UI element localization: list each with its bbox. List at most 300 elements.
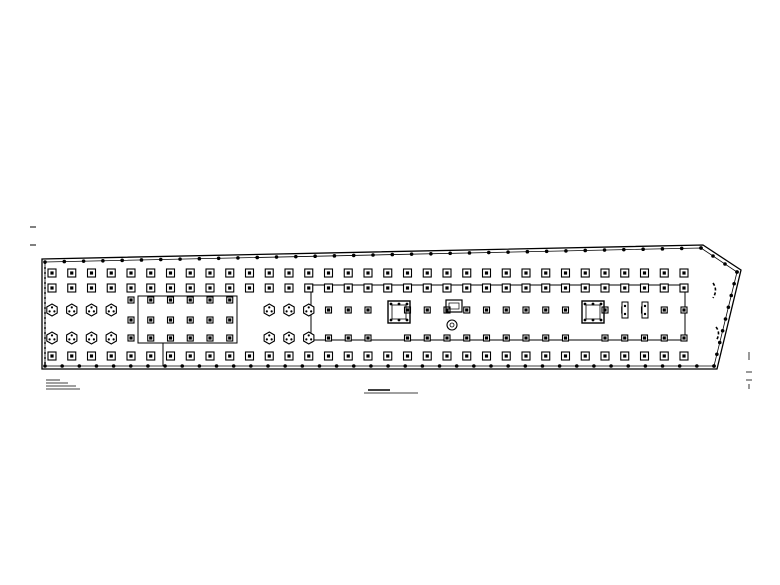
cap-pile	[208, 318, 211, 321]
cap-pile	[149, 318, 152, 321]
cap-pile	[169, 298, 172, 301]
cap-pile	[366, 286, 369, 289]
cap-pile	[544, 354, 547, 357]
perimeter-dot	[727, 305, 731, 309]
cap-pile	[110, 286, 113, 289]
perimeter-dot	[60, 364, 64, 368]
perimeter-dot	[371, 253, 375, 257]
cap-pile	[169, 336, 172, 339]
core-pile	[600, 319, 603, 322]
core-pile	[406, 303, 409, 306]
pile-cap-square-icon	[326, 307, 332, 313]
hex-pile	[90, 334, 92, 336]
cap-pile	[426, 286, 429, 289]
perimeter-dot	[545, 249, 549, 253]
pile-cap-square-icon	[444, 335, 450, 341]
perimeter-dot	[180, 364, 184, 368]
pile-cap-square-icon	[483, 269, 491, 277]
hex-outline	[304, 332, 314, 344]
perimeter-dot	[232, 364, 236, 368]
hex-pile	[268, 306, 270, 308]
pile-cap-square-icon	[187, 317, 193, 323]
pile-cap-square-icon	[543, 335, 549, 341]
cap-pile	[287, 354, 290, 357]
core-pile	[406, 319, 409, 322]
cap-pile	[564, 354, 567, 357]
cap-pile	[189, 318, 192, 321]
pile-cap-square-icon	[68, 352, 76, 360]
pile-cap-square-icon	[207, 297, 213, 303]
perimeter-dot	[301, 364, 305, 368]
pile-cap-square-icon	[128, 297, 134, 303]
cap-pile	[663, 286, 666, 289]
cap-pile	[347, 286, 350, 289]
hex-pile	[305, 310, 307, 312]
pile-cap-square-icon	[661, 335, 667, 341]
pile-cap-square-icon	[681, 307, 687, 313]
pile-cap-square-icon	[326, 335, 332, 341]
pile-cap-square-icon	[88, 352, 96, 360]
cap-pile	[129, 286, 132, 289]
cap-pile	[445, 286, 448, 289]
pile-cap-square-icon	[502, 284, 510, 292]
pile-cap-square-icon	[305, 352, 313, 360]
cap-pile	[327, 308, 330, 311]
hex-pile	[290, 338, 292, 340]
cap-pile	[149, 271, 152, 274]
pile-cap-square-icon	[168, 297, 174, 303]
cap-pile	[445, 271, 448, 274]
cap-pile	[327, 286, 330, 289]
hex-pile	[53, 338, 55, 340]
pile-cap-hexagon-icon	[86, 304, 96, 316]
hex-outline	[264, 304, 274, 316]
cap-pile	[228, 336, 231, 339]
cap-pile	[327, 336, 330, 339]
cap-pile	[544, 336, 547, 339]
hex-outline	[67, 304, 77, 316]
pile-cap-square-icon	[522, 352, 530, 360]
cap-pile	[682, 271, 685, 274]
pile-cap-hexagon-icon	[284, 332, 294, 344]
cap-pile	[90, 286, 93, 289]
hex-outline	[67, 332, 77, 344]
pile-cap-square-icon	[186, 284, 194, 292]
hex-pile	[73, 310, 75, 312]
hex-pile	[113, 338, 115, 340]
pile-cap-square-icon	[602, 335, 608, 341]
pile-cap-square-icon	[563, 335, 569, 341]
cap-pile	[50, 354, 53, 357]
cap-pile	[505, 354, 508, 357]
perimeter-dot	[506, 250, 510, 254]
twin-outline	[622, 302, 628, 318]
pile-cap-square-icon	[384, 269, 392, 277]
cap-pile	[603, 271, 606, 274]
cap-pile	[465, 286, 468, 289]
perimeter-dot	[283, 364, 287, 368]
outline-outer	[42, 245, 741, 369]
cap-pile	[149, 336, 152, 339]
pile-cap-square-icon	[107, 269, 115, 277]
pile-cap-square-icon	[602, 307, 608, 313]
hex-pile	[71, 306, 73, 308]
pile-cap-hexagon-icon	[47, 332, 57, 344]
hex-outline	[106, 304, 116, 316]
cap-pile	[505, 271, 508, 274]
cap-pile	[110, 354, 113, 357]
cap-pile	[347, 336, 350, 339]
pile-cap-hexagon-icon	[86, 332, 96, 344]
pile-cap-square-icon	[384, 352, 392, 360]
perimeter-dot	[695, 364, 699, 368]
perimeter-dot	[487, 251, 491, 255]
pile-cap-square-icon	[305, 284, 313, 292]
pile-cap-hexagon-icon	[106, 332, 116, 344]
cap-pile	[208, 286, 211, 289]
pile-cap-square-icon	[443, 284, 451, 292]
pile-cap-square-icon	[484, 335, 490, 341]
cap-pile	[406, 336, 409, 339]
outline-inner	[45, 248, 737, 366]
hex-outline	[86, 304, 96, 316]
core-inner	[586, 305, 600, 319]
perimeter-dot	[506, 364, 510, 368]
perimeter-dot	[524, 364, 528, 368]
pile-cap-square-icon	[68, 269, 76, 277]
hex-pile	[73, 338, 75, 340]
pile-cap-square-icon	[463, 284, 471, 292]
perimeter-dot	[112, 364, 116, 368]
core-pile	[398, 303, 401, 306]
pile-cap-square-icon	[345, 335, 351, 341]
pile-cap-square-icon	[483, 284, 491, 292]
pile-cap-square-icon	[621, 352, 629, 360]
ramp-arc	[713, 283, 716, 298]
hex-pile	[288, 306, 290, 308]
cap-pile	[347, 271, 350, 274]
pile-cap-square-icon	[562, 269, 570, 277]
pile-cap-square-icon	[424, 307, 430, 313]
perimeter-dot	[641, 247, 645, 251]
pile-cap-square-icon	[680, 284, 688, 292]
pile-cap-square-icon	[581, 269, 589, 277]
pile-cap-square-icon	[168, 335, 174, 341]
pile-cap-square-icon	[148, 317, 154, 323]
hex-pile	[93, 338, 95, 340]
pile-cap-square-icon	[186, 352, 194, 360]
cap-pile	[189, 271, 192, 274]
pile-cap-square-icon	[344, 284, 352, 292]
cap-pile	[248, 271, 251, 274]
cap-pile	[426, 336, 429, 339]
hex-pile	[288, 334, 290, 336]
pile-cap-square-icon	[622, 335, 628, 341]
perimeter-dot	[249, 364, 253, 368]
perimeter-dot	[352, 364, 356, 368]
perimeter-dot	[198, 364, 202, 368]
perimeter-dot	[526, 250, 530, 254]
perimeter-dot	[729, 294, 733, 298]
hex-outline	[284, 332, 294, 344]
cap-pile	[110, 271, 113, 274]
perimeter-dot	[352, 254, 356, 258]
cap-pile	[524, 354, 527, 357]
pile-cap-square-icon	[48, 284, 56, 292]
pile-cap-square-icon	[680, 352, 688, 360]
pile-cap-square-icon	[227, 317, 233, 323]
perimeter-dot	[215, 364, 219, 368]
cap-pile	[426, 354, 429, 357]
cap-pile	[169, 271, 172, 274]
perimeter-dot	[140, 258, 144, 262]
pile-cap-square-icon	[581, 352, 589, 360]
pile-cap-square-icon	[226, 352, 234, 360]
pile-cap-square-icon	[128, 335, 134, 341]
cap-pile	[465, 336, 468, 339]
cap-pile	[505, 286, 508, 289]
pile-cap-square-icon	[660, 284, 668, 292]
cap-pile	[643, 336, 646, 339]
cap-pile	[524, 286, 527, 289]
pile-cap-square-icon	[423, 284, 431, 292]
cap-pile	[623, 354, 626, 357]
cap-pile	[129, 298, 132, 301]
building-outline	[42, 245, 741, 369]
perimeter-dot	[198, 257, 202, 261]
perimeter-dot	[678, 364, 682, 368]
perimeter-dot	[129, 364, 133, 368]
core-pile	[600, 303, 603, 306]
hex-outline	[264, 332, 274, 344]
cap-pile	[584, 286, 587, 289]
perimeter-dot	[735, 270, 739, 274]
hex-pile	[68, 338, 70, 340]
perimeter-dot	[438, 364, 442, 368]
hex-pile	[308, 306, 310, 308]
hex-pile	[286, 310, 288, 312]
pile-cap-square-icon	[226, 269, 234, 277]
cap-pile	[90, 354, 93, 357]
pile-cap-square-icon	[246, 284, 254, 292]
cap-pile	[307, 354, 310, 357]
pile-cap-hexagon-icon	[284, 304, 294, 316]
cap-pile	[485, 308, 488, 311]
core-pile	[584, 303, 587, 306]
cap-pile	[70, 286, 73, 289]
cap-pile	[189, 354, 192, 357]
perimeter-dot	[313, 254, 317, 258]
pile-cap-square-icon	[423, 352, 431, 360]
core-inner	[392, 305, 406, 319]
cap-pile	[505, 308, 508, 311]
pile-cap-square-icon	[48, 269, 56, 277]
pile-cap-square-icon	[344, 352, 352, 360]
hex-pile	[68, 310, 70, 312]
perimeter-dot	[294, 255, 298, 259]
pile-cap-square-icon	[246, 352, 254, 360]
cap-pile	[149, 354, 152, 357]
pile-cap-square-icon	[207, 335, 213, 341]
pile-cap-square-icon	[167, 352, 175, 360]
pile-cap-square-icon	[325, 284, 333, 292]
hex-pile	[53, 310, 55, 312]
cap-pile	[50, 271, 53, 274]
hex-pile	[88, 338, 90, 340]
cap-pile	[366, 354, 369, 357]
pile-cap-square-icon	[660, 269, 668, 277]
cap-pile	[643, 271, 646, 274]
cap-pile	[485, 271, 488, 274]
cap-pile	[682, 286, 685, 289]
pile-cap-square-icon	[621, 269, 629, 277]
cap-pile	[189, 286, 192, 289]
perimeter-dot	[333, 254, 337, 258]
cap-pile	[485, 336, 488, 339]
cap-pile	[445, 336, 448, 339]
core-pile	[592, 303, 595, 306]
cap-pile	[564, 308, 567, 311]
cap-pile	[307, 271, 310, 274]
cap-pile	[347, 354, 350, 357]
hex-outline	[106, 332, 116, 344]
pile-cap-square-icon	[227, 335, 233, 341]
perimeter-dot	[62, 260, 66, 264]
twin-pile	[624, 313, 626, 315]
pile-cap-square-icon	[502, 352, 510, 360]
cap-pile	[208, 354, 211, 357]
cap-pile	[208, 336, 211, 339]
pile-cap-square-icon	[621, 284, 629, 292]
cap-pile	[623, 271, 626, 274]
perimeter-dot	[429, 252, 433, 256]
pile-cap-square-icon	[265, 269, 273, 277]
hex-pile	[310, 338, 312, 340]
hex-pile	[286, 338, 288, 340]
hex-outline	[86, 332, 96, 344]
cap-pile	[682, 308, 685, 311]
cap-pile	[366, 271, 369, 274]
perimeter-dot	[661, 364, 665, 368]
pile-cap-hexagon-icon	[264, 304, 274, 316]
pile-cap-square-icon	[186, 269, 194, 277]
hex-pile	[49, 310, 51, 312]
pile-cap-square-icon	[148, 335, 154, 341]
pile-cap-square-icon	[562, 352, 570, 360]
pile-cap-square-icon	[88, 284, 96, 292]
pile-cap-square-icon	[285, 352, 293, 360]
pile-cap-hexagon-icon	[304, 332, 314, 344]
perimeter-dot	[403, 364, 407, 368]
perimeter-dot	[711, 254, 715, 258]
cap-pile	[445, 354, 448, 357]
hex-pile	[305, 338, 307, 340]
pile-cap-square-icon	[344, 269, 352, 277]
pile-cap-square-icon	[206, 269, 214, 277]
cap-pile	[663, 271, 666, 274]
twin-pile	[624, 305, 626, 307]
hex-pile	[110, 334, 112, 336]
pile-cap-square-icon	[285, 284, 293, 292]
perimeter-dot	[592, 364, 596, 368]
hex-outline	[47, 304, 57, 316]
pile-cap-square-icon	[503, 307, 509, 313]
cap-pile	[327, 271, 330, 274]
cap-pile	[643, 286, 646, 289]
pile-cap-square-icon	[226, 284, 234, 292]
pile-cap-square-icon	[502, 269, 510, 277]
cap-pile	[603, 336, 606, 339]
pile-cap-square-icon	[660, 352, 668, 360]
pile-cap-square-icon	[88, 269, 96, 277]
pile-cap-square-icon	[285, 269, 293, 277]
perimeter-dot	[723, 262, 727, 266]
pile-cap-square-icon	[207, 317, 213, 323]
hex-pile	[88, 310, 90, 312]
hex-pile	[308, 334, 310, 336]
pile-cap-square-icon	[48, 352, 56, 360]
pile-cap-square-icon	[523, 335, 529, 341]
hex-pile	[110, 306, 112, 308]
pile-cap-twin-icon	[642, 302, 648, 318]
twin-pile	[644, 305, 646, 307]
pile-cap-grid	[47, 269, 688, 360]
pile-cap-square-icon	[522, 269, 530, 277]
perimeter-dot	[715, 352, 719, 356]
cap-pile	[663, 308, 666, 311]
cap-pile	[485, 286, 488, 289]
cap-pile	[584, 271, 587, 274]
cap-pile	[643, 354, 646, 357]
perimeter-dot	[369, 364, 373, 368]
cap-pile	[465, 354, 468, 357]
cap-pile	[623, 336, 626, 339]
pile-cap-hexagon-icon	[67, 332, 77, 344]
cap-pile	[584, 354, 587, 357]
pile-cap-square-icon	[641, 284, 649, 292]
pile-cap-square-icon	[187, 297, 193, 303]
perimeter-dot	[146, 364, 150, 368]
pile-cap-hexagon-icon	[304, 304, 314, 316]
perimeter-dot	[217, 256, 221, 260]
perimeter-column-dots	[43, 246, 739, 368]
cap-pile	[465, 308, 468, 311]
hex-pile	[113, 310, 115, 312]
pile-cap-square-icon	[325, 269, 333, 277]
perimeter-dot	[468, 251, 472, 255]
cap-pile	[406, 286, 409, 289]
perimeter-dot	[564, 249, 568, 253]
perimeter-dot	[609, 364, 613, 368]
cap-pile	[228, 318, 231, 321]
pile-cap-square-icon	[147, 284, 155, 292]
perimeter-dot	[455, 364, 459, 368]
perimeter-dot	[489, 364, 493, 368]
cap-pile	[347, 308, 350, 311]
pile-cap-hexagon-icon	[264, 332, 274, 344]
pile-cap-square-icon	[187, 335, 193, 341]
perimeter-dot	[266, 364, 270, 368]
perimeter-dot	[732, 282, 736, 286]
perimeter-dot	[275, 255, 279, 259]
pile-cap-square-icon	[147, 352, 155, 360]
pile-cap-square-icon	[365, 307, 371, 313]
perimeter-dot	[421, 364, 425, 368]
cap-pile	[70, 271, 73, 274]
pile-cap-twin-icon	[622, 302, 628, 318]
cap-pile	[564, 336, 567, 339]
cap-pile	[663, 336, 666, 339]
